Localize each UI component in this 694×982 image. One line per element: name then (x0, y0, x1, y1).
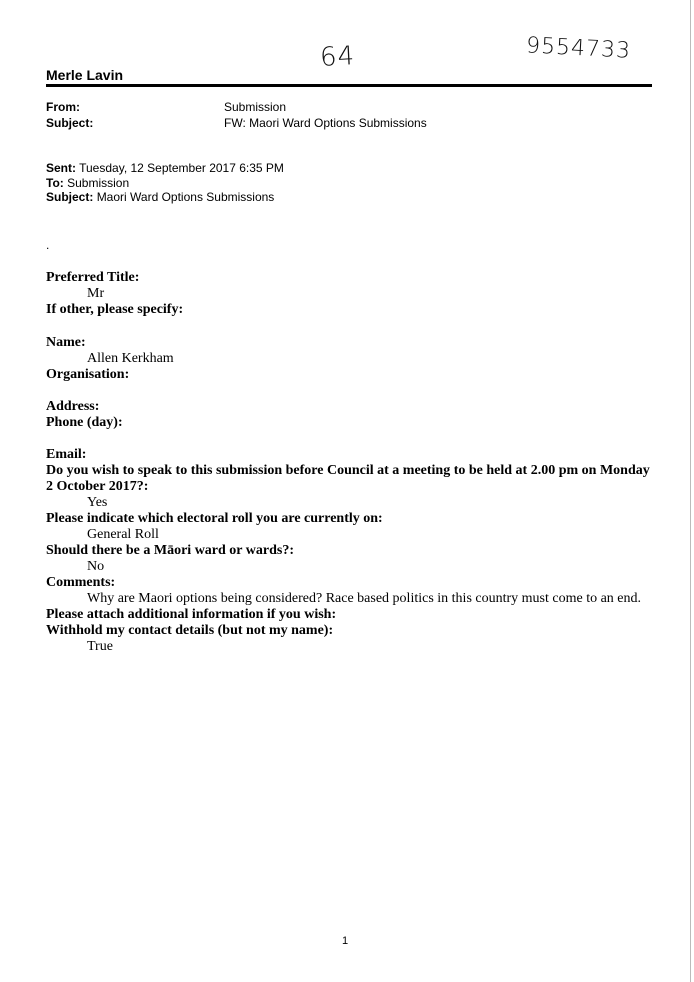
page-number: 1 (342, 935, 349, 947)
page-edge-line (690, 0, 691, 982)
speak-question-line2: 2 October 2017?: (46, 479, 149, 494)
from-value: Submission (224, 100, 287, 114)
preferred-title-label: Preferred Title: (46, 270, 140, 285)
handwritten-number-left: 64 (319, 41, 356, 73)
roll-question: Please indicate which electoral roll you are currently on: (46, 511, 383, 526)
comments-value: Why are Maori options being considered? Race based politics in this country must come to an end. (87, 591, 642, 606)
header-divider (46, 84, 652, 87)
name-label: Name: (46, 335, 86, 350)
comments-label: Comments: (46, 575, 116, 590)
organisation-label: Organisation: (46, 367, 130, 382)
sent-value: Tuesday, 12 September 2017 6:35 PM (79, 161, 284, 175)
forwarded-subject-label: Subject: (46, 190, 94, 204)
ward-answer: No (87, 559, 105, 574)
preferred-title-value: Mr (87, 286, 105, 301)
to-value: Submission (67, 176, 130, 190)
subject-value: FW: Maori Ward Options Submissions (224, 116, 427, 130)
ward-question: Should there be a Māori ward or wards?: (46, 543, 294, 558)
withhold-value: True (87, 639, 113, 654)
phone-label: Phone (day): (46, 415, 123, 430)
withhold-label: Withhold my contact details (but not my name): (46, 623, 334, 638)
forwarded-subject-value: Maori Ward Options Submissions (96, 190, 275, 204)
roll-answer: General Roll (87, 527, 159, 542)
stray-mark: . (46, 238, 50, 252)
sender-name: Merle Lavin (46, 67, 124, 83)
email-label: Email: (46, 447, 87, 462)
to-label: To: (46, 176, 64, 190)
from-label: From: (46, 100, 80, 114)
sent-line (46, 161, 284, 175)
name-value: Allen Kerkham (87, 351, 174, 366)
address-label: Address: (46, 399, 100, 414)
attach-label: Please attach additional information if you wish: (46, 607, 337, 622)
sent-label: Sent: (46, 161, 76, 175)
subject-label: Subject: (46, 116, 94, 130)
speak-question-line1: Do you wish to speak to this submission before Council at a meeting to be held at 2.00 pm on Monday (46, 463, 650, 478)
forwarded-subject-line (46, 190, 274, 204)
to-line (46, 176, 129, 190)
speak-answer: Yes (87, 495, 108, 510)
handwritten-number-right: 9554733 (525, 33, 632, 64)
other-specify-label: If other, please specify: (46, 302, 184, 317)
